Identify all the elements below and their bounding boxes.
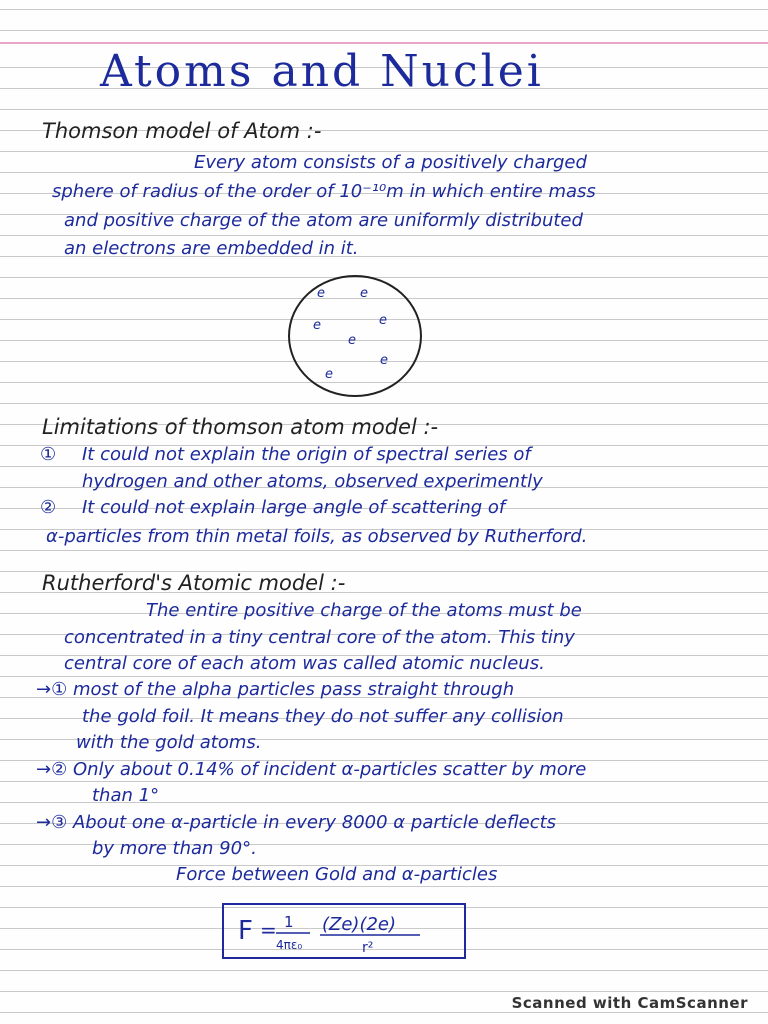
formula-numerator: 1 [284,913,294,931]
observation-2: →② Only about 0.14% of incident α-particles scatter by more [36,759,587,780]
rutherford-heading: Rutherford's Atomic model :- [42,571,346,595]
formula-denominator: 4πε₀ [276,938,303,952]
scanner-watermark: Scanned with CamScanner [511,994,748,1012]
limitation-2-number: ② [40,497,57,518]
limitation-1-continued: hydrogen and other atoms, observed experimently [82,471,543,492]
thomson-line-1: Every atom consists of a positively charged [194,152,587,173]
thomson-heading: Thomson model of Atom :- [42,119,322,143]
limitations-heading: Limitations of thomson atom model :- [42,415,439,439]
formula-lhs: F [238,916,253,946]
formula-product: (Ze)(2e) [322,914,397,935]
observation-1-continued-b: with the gold atoms. [76,732,262,753]
rutherford-line-1: The entire positive charge of the atoms must be [146,600,582,621]
electron-label: e [313,318,321,333]
formula-r-squared: r² [362,940,374,956]
electron-label: e [325,367,333,382]
thomson-line-4: an electrons are embedded in it. [64,238,359,259]
coulomb-force-formula [222,903,466,959]
top-margin-rule [0,42,768,44]
electron-label: e [317,286,325,301]
observation-2-continued: than 1° [92,785,160,806]
limitation-1-text: It could not explain the origin of spectral series of [82,444,531,465]
limitation-2-continued: α-particles from thin metal foils, as observed by Rutherford. [46,526,588,547]
rutherford-line-2: concentrated in a tiny central core of the atom. This tiny [64,627,575,648]
electron-label: e [360,286,368,301]
page-title: Atoms and Nuclei [100,46,544,97]
observation-1-continued-a: the gold foil. It means they do not suffer any collision [82,706,564,727]
thomson-line-3: and positive charge of the atom are uniformly distributed [64,210,583,231]
thomson-line-2: sphere of radius of the order of 10⁻¹⁰m in which entire mass [52,181,596,202]
limitation-2-text: It could not explain large angle of scattering of [82,497,506,518]
force-heading: Force between Gold and α-particles [176,864,498,885]
observation-1: →① most of the alpha particles pass straight through [36,679,515,700]
electron-label: e [380,353,388,368]
electron-label: e [348,333,356,348]
rutherford-line-3: central core of each atom was called atomic nucleus. [64,653,545,674]
formula-equals: = [260,918,277,942]
observation-3: →③ About one α-particle in every 8000 α particle deflects [36,812,557,833]
observation-3-continued: by more than 90°. [92,838,257,859]
electron-label: e [379,313,387,328]
limitation-1-number: ① [40,444,57,465]
